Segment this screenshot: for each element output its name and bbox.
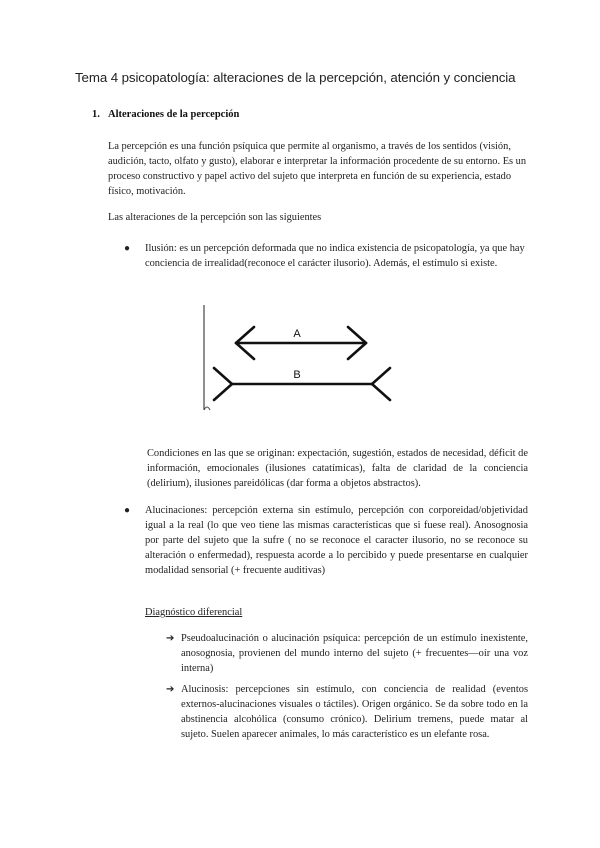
label-b: B — [293, 369, 301, 381]
line-b — [214, 368, 390, 400]
section-heading — [92, 109, 239, 120]
arrow-right-icon: ➔ — [166, 633, 175, 644]
bullet-icon: ● — [124, 505, 131, 516]
diagnostico-heading: Diagnóstico diferencial — [145, 607, 243, 618]
label-a: A — [293, 328, 301, 340]
intro-paragraph: La percepción es una función psíquica que permite al organismo, a través de los sentidos (visión, audición, tacto, olfato y gusto), elaborar e interpretar la información procedente de su entorno. Es un proceso constructivo y papel activo del sujeto que interpreta en función de su experiencia, estado físico, motivación. — [108, 141, 527, 197]
condiciones-paragraph: Condiciones en las que se originan: expectación, sugestión, estados de necesidad, déficit de información, emocionales (ilusiones catatímicas), falta de claridad de la conciencia (delirium), ilusiones pareidólicas (dar forma a objetos abstractos). — [147, 448, 528, 489]
figure-corner-mark — [204, 407, 210, 410]
bullet-icon: ● — [124, 243, 131, 254]
arrow-right-icon: ➔ — [166, 684, 175, 695]
section-number: 1. — [92, 109, 100, 120]
ilusion-paragraph: Ilusión: es un percepción deformada que no indica existencia de psicopatología, ya que hay conciencia de irrealidad(reconoce el carácter ilusorio). Además, el estímulo si existe. — [145, 243, 525, 269]
pseudoalucinacion-paragraph: Pseudoalucinación o alucinación psíquica: percepción de un estímulo inexistente, anosognosia, provienen del mundo interno del sujeto (+ frecuentes—oír una voz interna) — [181, 633, 528, 674]
page-title: Tema 4 psicopatología: alteraciones de la percepción, atención y conciencia — [75, 70, 516, 85]
lead-paragraph: Las alteraciones de la percepción son las siguientes — [108, 212, 322, 223]
section-heading-text: Alteraciones de la percepción — [108, 109, 240, 120]
alucinaciones-paragraph: Alucinaciones: percepción externa sin estímulo, percepción con corporeidad/objetividad igual a la real (lo que veo tiene las mismas características que si fuese real). Anosognosia por parte del sujeto que la sufre ( no se reconoce el caracter ilusorio, no se reconoce su alteración o enfermedad), respuesta acorde a lo percibido y puede presentarse en cualquier modalidad sensorial (+ frecuente auditivas) — [145, 505, 528, 576]
muller-lyer-figure — [196, 300, 396, 415]
line-a — [236, 327, 366, 359]
alucinosis-paragraph: Alucinosis: percepciones sin estímulo, con conciencia de realidad (eventos externos-alucinaciones visuales o táctiles). Origen orgánico. Se da sobre todo en la abstinencia alcohólica (consumo crónico). Delirium tremens, puede matar al sujeto. Suelen aparecer animales, lo más característico es un elefante rosa. — [181, 684, 528, 740]
